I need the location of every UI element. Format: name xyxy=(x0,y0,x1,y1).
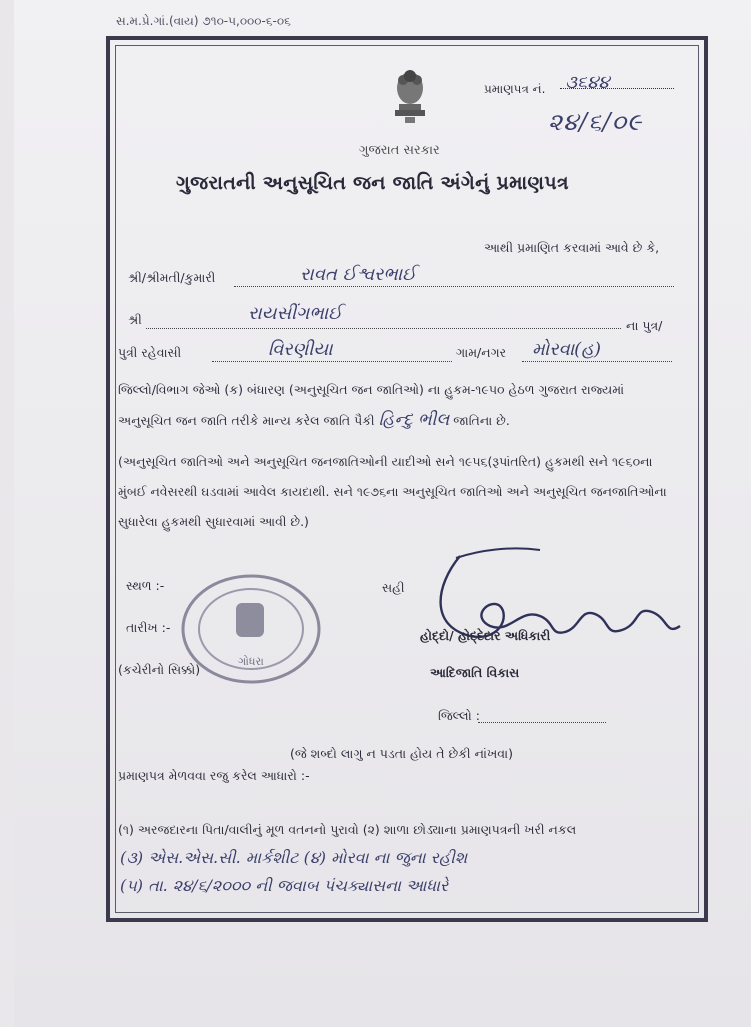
body-paragraph-2: (અનુસૂચિત જાતિઓ અને અનુસૂચિત જનજાતિઓની યાદીઓ સને ૧૯૫૬(રૂપાંતરિત) હુકમથી સને ૧૯૬૦ના મુંબઈ નવેસરથી ઘડવામાં આવેલ કાયદાથી. સને ૧૯૭૬ના અનુસૂચિત જાતિઓ અને અનુસૂચિત જનજાતિઓના સુધારેલા હુકમથી સુધારવામાં આવી છે.) xyxy=(118,454,667,529)
signature-label: સહી xyxy=(382,580,405,595)
government-name: ગુજરાત સરકાર xyxy=(359,143,440,158)
certificate-date-value: ૨૪/૬/૦૯ xyxy=(548,108,643,136)
certificate-no-label: પ્રમાણપત્ર નં. xyxy=(484,82,546,96)
office-seal-icon xyxy=(180,573,322,685)
svg-text:ગોધરા: ગોધરા xyxy=(238,655,264,668)
date-label: તારીખ :- xyxy=(126,620,171,635)
certify-line: આથી પ્રમાણિત કરવામાં આવે છે કે, xyxy=(484,240,660,255)
page-title: ગુજરાતની અનુસૂચિત જન જાતિ અંગેનું પ્રમાણપત્ર xyxy=(176,172,569,194)
son-label: ના પુત્ર/ xyxy=(626,318,663,333)
officer-label: હોદ્દો/ હોદ્દેદાર અધિકારી xyxy=(420,628,551,643)
office-seal-label: (કચેરીનો સિક્કો) xyxy=(118,662,201,677)
place-label: સ્થળ :- xyxy=(126,578,165,593)
town-value: મોરવા(હ) xyxy=(532,339,601,360)
father-value: રાયસીંગભાઈ xyxy=(248,303,343,324)
body-paragraph-1: જિલ્લો/વિભાગ જેઓ (ક) બંધારણ (અનુસૂચિત જન જાતિઓ) ના હુકમ-૧૯૫૦ હેઠળ ગુજરાત રાજ્યમાં અનુસૂચિત જન જાતિ તરીકે માન્ય કરેલ જાતિ પૈકી હિન્દુ ભીલ જાતિના છે. xyxy=(118,382,625,430)
village-value: વિરણીયા xyxy=(268,339,333,360)
print-code: સ.મ.પ્રે.ગાં.(વાય) ૭૧૦-૫,૦૦૦-૬-૦૬ xyxy=(116,14,291,28)
village-label: ગામ/નગર xyxy=(456,345,507,360)
evidence-label: પ્રમાણપત્ર મેળવવા રજુ કરેલ આધારો :- xyxy=(118,768,310,783)
district-label: જિલ્લો : xyxy=(438,708,480,723)
evidence-item-3: (૩) એસ.એસ.સી. માર્કશીટ (૪) મોરવા ના જુના રહીશ xyxy=(120,848,468,867)
department-label: આદિજાતિ વિકાસ xyxy=(430,665,520,680)
tribe-value: હિન્દુ ભીલ xyxy=(378,410,450,430)
evidence-item-5: (૫) તા. ૨૪/૬/૨૦૦૦ ની જવાબ પંચક્યાસના આધારે xyxy=(120,876,449,895)
daughter-resident-label: પુત્રી રહેવાસી xyxy=(118,345,182,360)
name-label: શ્રી/શ્રીમતી/કુમારી xyxy=(128,270,216,285)
certificate-no-value: ૩૬૪૪ xyxy=(565,72,610,93)
name-value: રાવત ઈશ્વરભાઈ xyxy=(300,264,417,285)
father-label: શ્રી xyxy=(128,312,142,327)
national-emblem-icon xyxy=(385,66,435,128)
strike-note: (જે શબ્દો લાગુ ન પડતા હોય તે છેકી નાંખવા) xyxy=(290,746,513,761)
evidence-item-1: (૧) અરજદારના પિતા/વાલીનું મૂળ વતનનો પુરાવો (૨) શાળા છોડ્યાના પ્રમાણપત્રની ખરી નકલ xyxy=(118,822,577,837)
